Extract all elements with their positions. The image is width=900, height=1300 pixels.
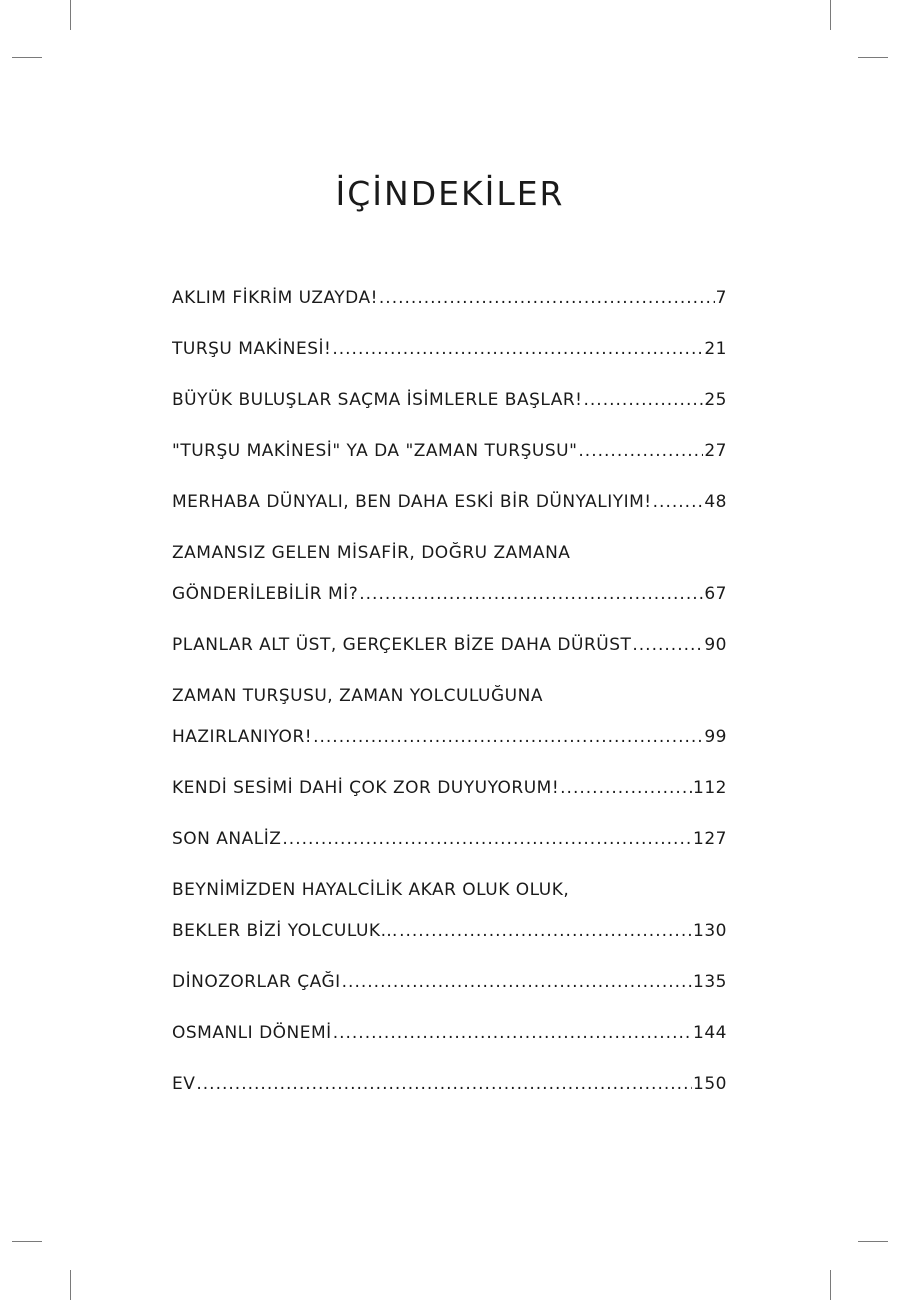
toc-entry[interactable]	[172, 1068, 727, 1119]
toc-page-number: 21	[704, 339, 727, 359]
dot-leader	[399, 915, 692, 947]
toc-entry-title: MERHABA DÜNYALI, BEN DAHA ESKİ BİR DÜNYALIYIM!	[172, 492, 652, 512]
dot-leader	[359, 578, 703, 610]
toc-entry-title: SON ANALİZ	[172, 829, 282, 849]
dot-leader	[342, 966, 692, 998]
toc-page-number: 112	[693, 778, 727, 798]
toc-entry-line	[172, 578, 727, 629]
table-of-contents	[172, 282, 727, 1119]
toc-entry-title: EV	[172, 1074, 196, 1094]
toc-entry[interactable]	[172, 629, 727, 680]
toc-entry-title: AKLIM FİKRİM UZAYDA!	[172, 288, 378, 308]
toc-entry-title: HAZIRLANIYOR!	[172, 727, 313, 747]
toc-entry-line	[172, 1017, 727, 1068]
toc-entry[interactable]	[172, 823, 727, 874]
toc-page-number: 130	[693, 921, 727, 941]
toc-entry[interactable]	[172, 435, 727, 486]
toc-page-number: 27	[704, 441, 727, 461]
toc-entry[interactable]	[172, 680, 727, 772]
crop-mark-left-bottom	[12, 1241, 42, 1242]
toc-entry-line	[172, 915, 727, 966]
toc-entry-title: BÜYÜK BULUŞLAR SAÇMA İSİMLERLE BAŞLAR!	[172, 390, 583, 410]
dot-leader	[632, 629, 703, 661]
toc-entry-line	[172, 680, 727, 721]
toc-page-number: 99	[704, 727, 727, 747]
toc-entry-line	[172, 486, 727, 537]
dot-leader	[333, 1017, 692, 1049]
toc-page-number: 127	[693, 829, 727, 849]
crop-mark-bottom-left	[70, 1270, 71, 1300]
toc-entry-line	[172, 537, 727, 578]
toc-page-number: 150	[693, 1074, 727, 1094]
toc-entry-title: ZAMANSIZ GELEN MİSAFİR, DOĞRU ZAMANA	[172, 543, 571, 563]
dot-leader	[332, 333, 703, 365]
toc-entry-line	[172, 333, 727, 384]
toc-entry-title: TURŞU MAKİNESİ!	[172, 339, 332, 359]
toc-entry[interactable]	[172, 282, 727, 333]
dot-leader	[584, 384, 704, 416]
crop-mark-bottom-right	[830, 1270, 831, 1300]
toc-page-number: 7	[715, 288, 727, 308]
toc-entry[interactable]	[172, 537, 727, 629]
toc-entry-line	[172, 282, 727, 333]
toc-entry[interactable]	[172, 384, 727, 435]
toc-page-number: 48	[704, 492, 727, 512]
dot-leader	[282, 823, 692, 855]
toc-entry-line	[172, 629, 727, 680]
toc-page-number: 90	[704, 635, 727, 655]
crop-mark-right-top	[858, 57, 888, 58]
crop-mark-top-left	[70, 0, 71, 30]
toc-entry-title: DİNOZORLAR ÇAĞI	[172, 972, 341, 992]
toc-entry[interactable]	[172, 333, 727, 384]
crop-mark-left-top	[12, 57, 42, 58]
toc-entry-title: BEKLER BİZİ YOLCULUK…	[172, 921, 399, 941]
toc-entry-title: KENDİ SESİMİ DAHİ ÇOK ZOR DUYUYORUM!	[172, 778, 560, 798]
toc-page-number: 144	[693, 1023, 727, 1043]
toc-entry[interactable]	[172, 772, 727, 823]
toc-entry-line	[172, 823, 727, 874]
dot-leader	[196, 1068, 692, 1100]
dot-leader	[379, 282, 715, 314]
toc-entry-line	[172, 435, 727, 486]
toc-page-number: 25	[704, 390, 727, 410]
crop-mark-right-bottom	[858, 1241, 888, 1242]
toc-entry-title: GÖNDERİLEBİLİR Mİ?	[172, 584, 359, 604]
toc-entry-title: "TURŞU MAKİNESİ" YA DA "ZAMAN TURŞUSU"	[172, 441, 578, 461]
dot-leader	[313, 721, 703, 753]
toc-entry-line	[172, 721, 727, 772]
crop-mark-top-right	[830, 0, 831, 30]
toc-entry[interactable]	[172, 874, 727, 966]
toc-entry[interactable]	[172, 966, 727, 1017]
toc-entry-line	[172, 772, 727, 823]
toc-page-number: 67	[704, 584, 727, 604]
toc-entry-title: OSMANLI DÖNEMİ	[172, 1023, 332, 1043]
toc-entry-title: BEYNİMİZDEN HAYALCİLİK AKAR OLUK OLUK,	[172, 880, 570, 900]
dot-leader	[560, 772, 692, 804]
dot-leader	[578, 435, 703, 467]
toc-page-number: 135	[693, 972, 727, 992]
toc-entry-line	[172, 384, 727, 435]
page-title: İÇİNDEKİLER	[335, 174, 565, 213]
toc-entry-line	[172, 966, 727, 1017]
toc-entry-title: ZAMAN TURŞUSU, ZAMAN YOLCULUĞUNA	[172, 686, 543, 706]
toc-entry-line	[172, 874, 727, 915]
toc-entry[interactable]	[172, 486, 727, 537]
toc-entry-title: PLANLAR ALT ÜST, GERÇEKLER BİZE DAHA DÜRÜST	[172, 635, 632, 655]
dot-leader	[653, 486, 704, 518]
toc-entry-line	[172, 1068, 727, 1119]
toc-entry[interactable]	[172, 1017, 727, 1068]
